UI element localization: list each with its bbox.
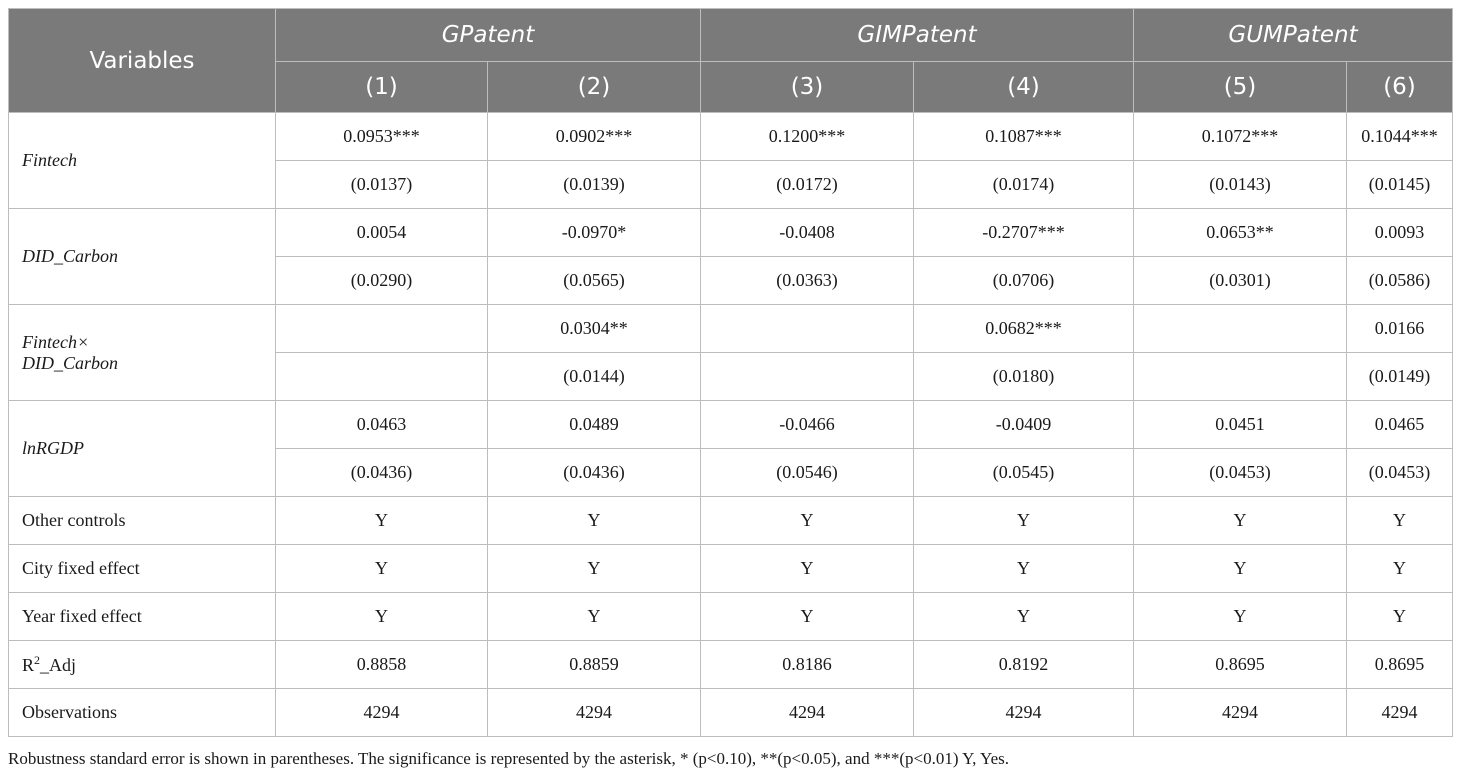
value-cell: 0.8858 <box>276 641 488 689</box>
se-cell: (0.0453) <box>1134 449 1347 497</box>
coef-cell: -0.0409 <box>914 401 1134 449</box>
value-cell: 4294 <box>1347 689 1453 737</box>
value-cell: Y <box>701 545 914 593</box>
se-cell: (0.0149) <box>1347 353 1453 401</box>
se-cell: (0.0565) <box>488 257 701 305</box>
value-cell: Y <box>1347 593 1453 641</box>
coef-cell: 0.0463 <box>276 401 488 449</box>
se-cell: (0.0143) <box>1134 161 1347 209</box>
coef-cell <box>701 305 914 353</box>
se-cell <box>1134 353 1347 401</box>
column-header: (2) <box>488 62 701 113</box>
table-row <box>9 113 1453 161</box>
se-cell: (0.0290) <box>276 257 488 305</box>
row-label-other-controls: Other controls <box>9 497 276 545</box>
r2-label-rest: _Adj <box>40 655 77 675</box>
se-cell: (0.0172) <box>701 161 914 209</box>
coef-cell: 0.1044*** <box>1347 113 1453 161</box>
column-header: (5) <box>1134 62 1347 113</box>
table-row <box>9 209 1453 257</box>
value-cell: Y <box>488 593 701 641</box>
coef-cell: -0.0466 <box>701 401 914 449</box>
value-cell: Y <box>276 497 488 545</box>
value-cell: Y <box>1134 593 1347 641</box>
table-row <box>9 641 1453 689</box>
se-cell: (0.0174) <box>914 161 1134 209</box>
row-label-r2-adj <box>9 641 276 689</box>
coef-cell <box>276 305 488 353</box>
se-cell: (0.0546) <box>701 449 914 497</box>
value-cell: Y <box>276 545 488 593</box>
se-cell: (0.0453) <box>1347 449 1453 497</box>
value-cell: Y <box>914 593 1134 641</box>
table-row <box>9 305 1453 353</box>
coef-cell: -0.0970* <box>488 209 701 257</box>
regression-table <box>8 8 1453 737</box>
column-header: (3) <box>701 62 914 113</box>
row-label-interaction <box>9 305 276 401</box>
coef-cell: 0.0166 <box>1347 305 1453 353</box>
table-row <box>9 401 1453 449</box>
value-cell: Y <box>701 497 914 545</box>
value-cell: 0.8695 <box>1347 641 1453 689</box>
value-cell: 0.8695 <box>1134 641 1347 689</box>
value-cell: Y <box>914 497 1134 545</box>
se-cell: (0.0436) <box>488 449 701 497</box>
coef-cell: 0.0054 <box>276 209 488 257</box>
value-cell: 4294 <box>276 689 488 737</box>
group-header-gimpatent: GIMPatent <box>701 9 1134 62</box>
value-cell: Y <box>1134 497 1347 545</box>
row-label-city-fe: City fixed effect <box>9 545 276 593</box>
table-footnote: Robustness standard error is shown in parentheses. The significance is represented by the asterisk, * (p<0.10), **(p<0.05), and ***(p<0.01) Y, Yes. <box>8 749 1010 768</box>
se-cell: (0.0137) <box>276 161 488 209</box>
row-label-fintech: Fintech <box>9 113 276 209</box>
se-cell: (0.0139) <box>488 161 701 209</box>
table-row <box>9 689 1453 737</box>
se-cell <box>701 353 914 401</box>
r2-label-base: R <box>22 655 35 675</box>
value-cell: 0.8186 <box>701 641 914 689</box>
value-cell: 4294 <box>488 689 701 737</box>
coef-cell: 0.0489 <box>488 401 701 449</box>
column-header: (1) <box>276 62 488 113</box>
value-cell: Y <box>914 545 1134 593</box>
coef-cell: 0.0653** <box>1134 209 1347 257</box>
coef-cell: 0.0682*** <box>914 305 1134 353</box>
table-row <box>9 497 1453 545</box>
group-header-gumpatent: GUMPatent <box>1134 9 1453 62</box>
value-cell: 0.8192 <box>914 641 1134 689</box>
value-cell: Y <box>1134 545 1347 593</box>
value-cell: 4294 <box>914 689 1134 737</box>
value-cell: Y <box>1347 545 1453 593</box>
se-cell: (0.0144) <box>488 353 701 401</box>
row-label-lnrgdp: lnRGDP <box>9 401 276 497</box>
value-cell: 0.8859 <box>488 641 701 689</box>
coef-cell: 0.0093 <box>1347 209 1453 257</box>
value-cell: Y <box>701 593 914 641</box>
column-header: (6) <box>1347 62 1453 113</box>
value-cell: Y <box>1347 497 1453 545</box>
coef-cell: 0.1087*** <box>914 113 1134 161</box>
value-cell: Y <box>276 593 488 641</box>
header-group-row <box>9 9 1453 62</box>
row-label-year-fe: Year fixed effect <box>9 593 276 641</box>
value-cell: Y <box>488 545 701 593</box>
se-cell: (0.0180) <box>914 353 1134 401</box>
variables-header: Variables <box>9 9 276 113</box>
coef-cell: 0.0451 <box>1134 401 1347 449</box>
se-cell: (0.0706) <box>914 257 1134 305</box>
interaction-label-line1: Fintech× <box>22 331 90 352</box>
coef-cell: 0.0902*** <box>488 113 701 161</box>
r2-label-sup: 2 <box>34 653 41 667</box>
se-cell: (0.0145) <box>1347 161 1453 209</box>
value-cell: 4294 <box>701 689 914 737</box>
coef-cell: 0.0953*** <box>276 113 488 161</box>
coef-cell <box>1134 305 1347 353</box>
column-header: (4) <box>914 62 1134 113</box>
coef-cell: -0.0408 <box>701 209 914 257</box>
coef-cell: 0.1072*** <box>1134 113 1347 161</box>
se-cell <box>276 353 488 401</box>
value-cell: Y <box>488 497 701 545</box>
interaction-label-line2: DID_Carbon <box>22 352 119 373</box>
value-cell: 4294 <box>1134 689 1347 737</box>
group-header-gpatent: GPatent <box>276 9 701 62</box>
coef-cell: 0.0304** <box>488 305 701 353</box>
se-cell: (0.0586) <box>1347 257 1453 305</box>
table-row <box>9 545 1453 593</box>
se-cell: (0.0436) <box>276 449 488 497</box>
row-label-observations: Observations <box>9 689 276 737</box>
se-cell: (0.0363) <box>701 257 914 305</box>
table-row <box>9 593 1453 641</box>
coef-cell: 0.0465 <box>1347 401 1453 449</box>
row-label-did-carbon: DID_Carbon <box>9 209 276 305</box>
coef-cell: 0.1200*** <box>701 113 914 161</box>
se-cell: (0.0545) <box>914 449 1134 497</box>
se-cell: (0.0301) <box>1134 257 1347 305</box>
coef-cell: -0.2707*** <box>914 209 1134 257</box>
